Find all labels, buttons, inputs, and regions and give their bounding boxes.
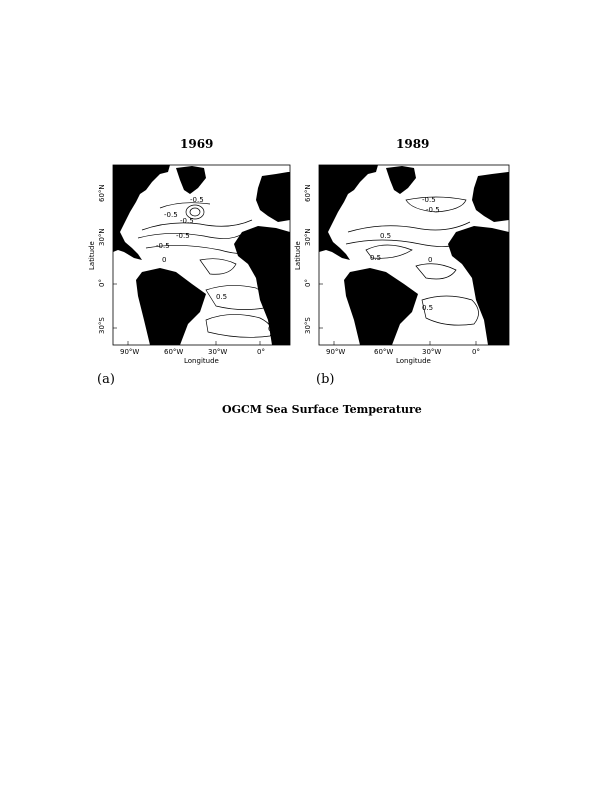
contour-label: 0.5 [380,232,392,240]
contour-label: -0.5 [180,217,194,225]
contour-label: -0.5 [422,196,436,204]
y-tick-label: 30°S [98,317,106,334]
x-tick-label: 0° [257,348,265,356]
x-tick-label: 60°W [374,348,394,356]
panel-b-label: (b) [316,372,335,387]
panel-b-map [286,160,512,375]
y-tick-label: 30°N [98,228,106,246]
figure-caption: OGCM Sea Surface Temperature [222,403,422,416]
panel-b-title: 1989 [396,137,430,151]
panel-a-label: (a) [97,372,115,387]
y-tick-label: 60°N [98,184,106,202]
x-axis-label: Longitude [184,357,219,365]
panel-a-title: 1969 [180,137,214,151]
contour-label: 0.5 [370,254,382,262]
panel-a-map [80,160,300,375]
contour-label: -0.5 [176,232,190,240]
x-tick-label: 60°W [164,348,184,356]
contour-label: 0.5 [268,325,280,333]
y-tick-label: 0° [98,279,106,287]
contour-label: -0.5 [164,211,178,219]
x-tick-label: 90°W [120,348,140,356]
x-tick-label: 30°W [208,348,228,356]
contour-label: 0.5 [422,304,434,312]
y-axis-label: Latitude [294,241,302,270]
contour-label: 0 [162,256,167,264]
x-tick-label: 90°W [326,348,346,356]
y-tick-label: 30°N [304,228,312,246]
y-tick-label: 0° [304,279,312,287]
x-tick-label: 30°W [422,348,442,356]
y-tick-label: 60°N [304,184,312,202]
contour-label: -0.5 [156,242,170,250]
contour-label: 0.5 [476,288,488,296]
contour-label: 0 [428,256,433,264]
contour-label: -0.5 [426,206,440,214]
y-tick-label: 30°S [304,317,312,334]
x-tick-label: 0° [472,348,480,356]
contour-label: -0.5 [190,196,204,204]
contour-label: 0.5 [216,293,228,301]
y-axis-label: Latitude [88,241,96,270]
x-axis-label: Longitude [396,357,431,365]
